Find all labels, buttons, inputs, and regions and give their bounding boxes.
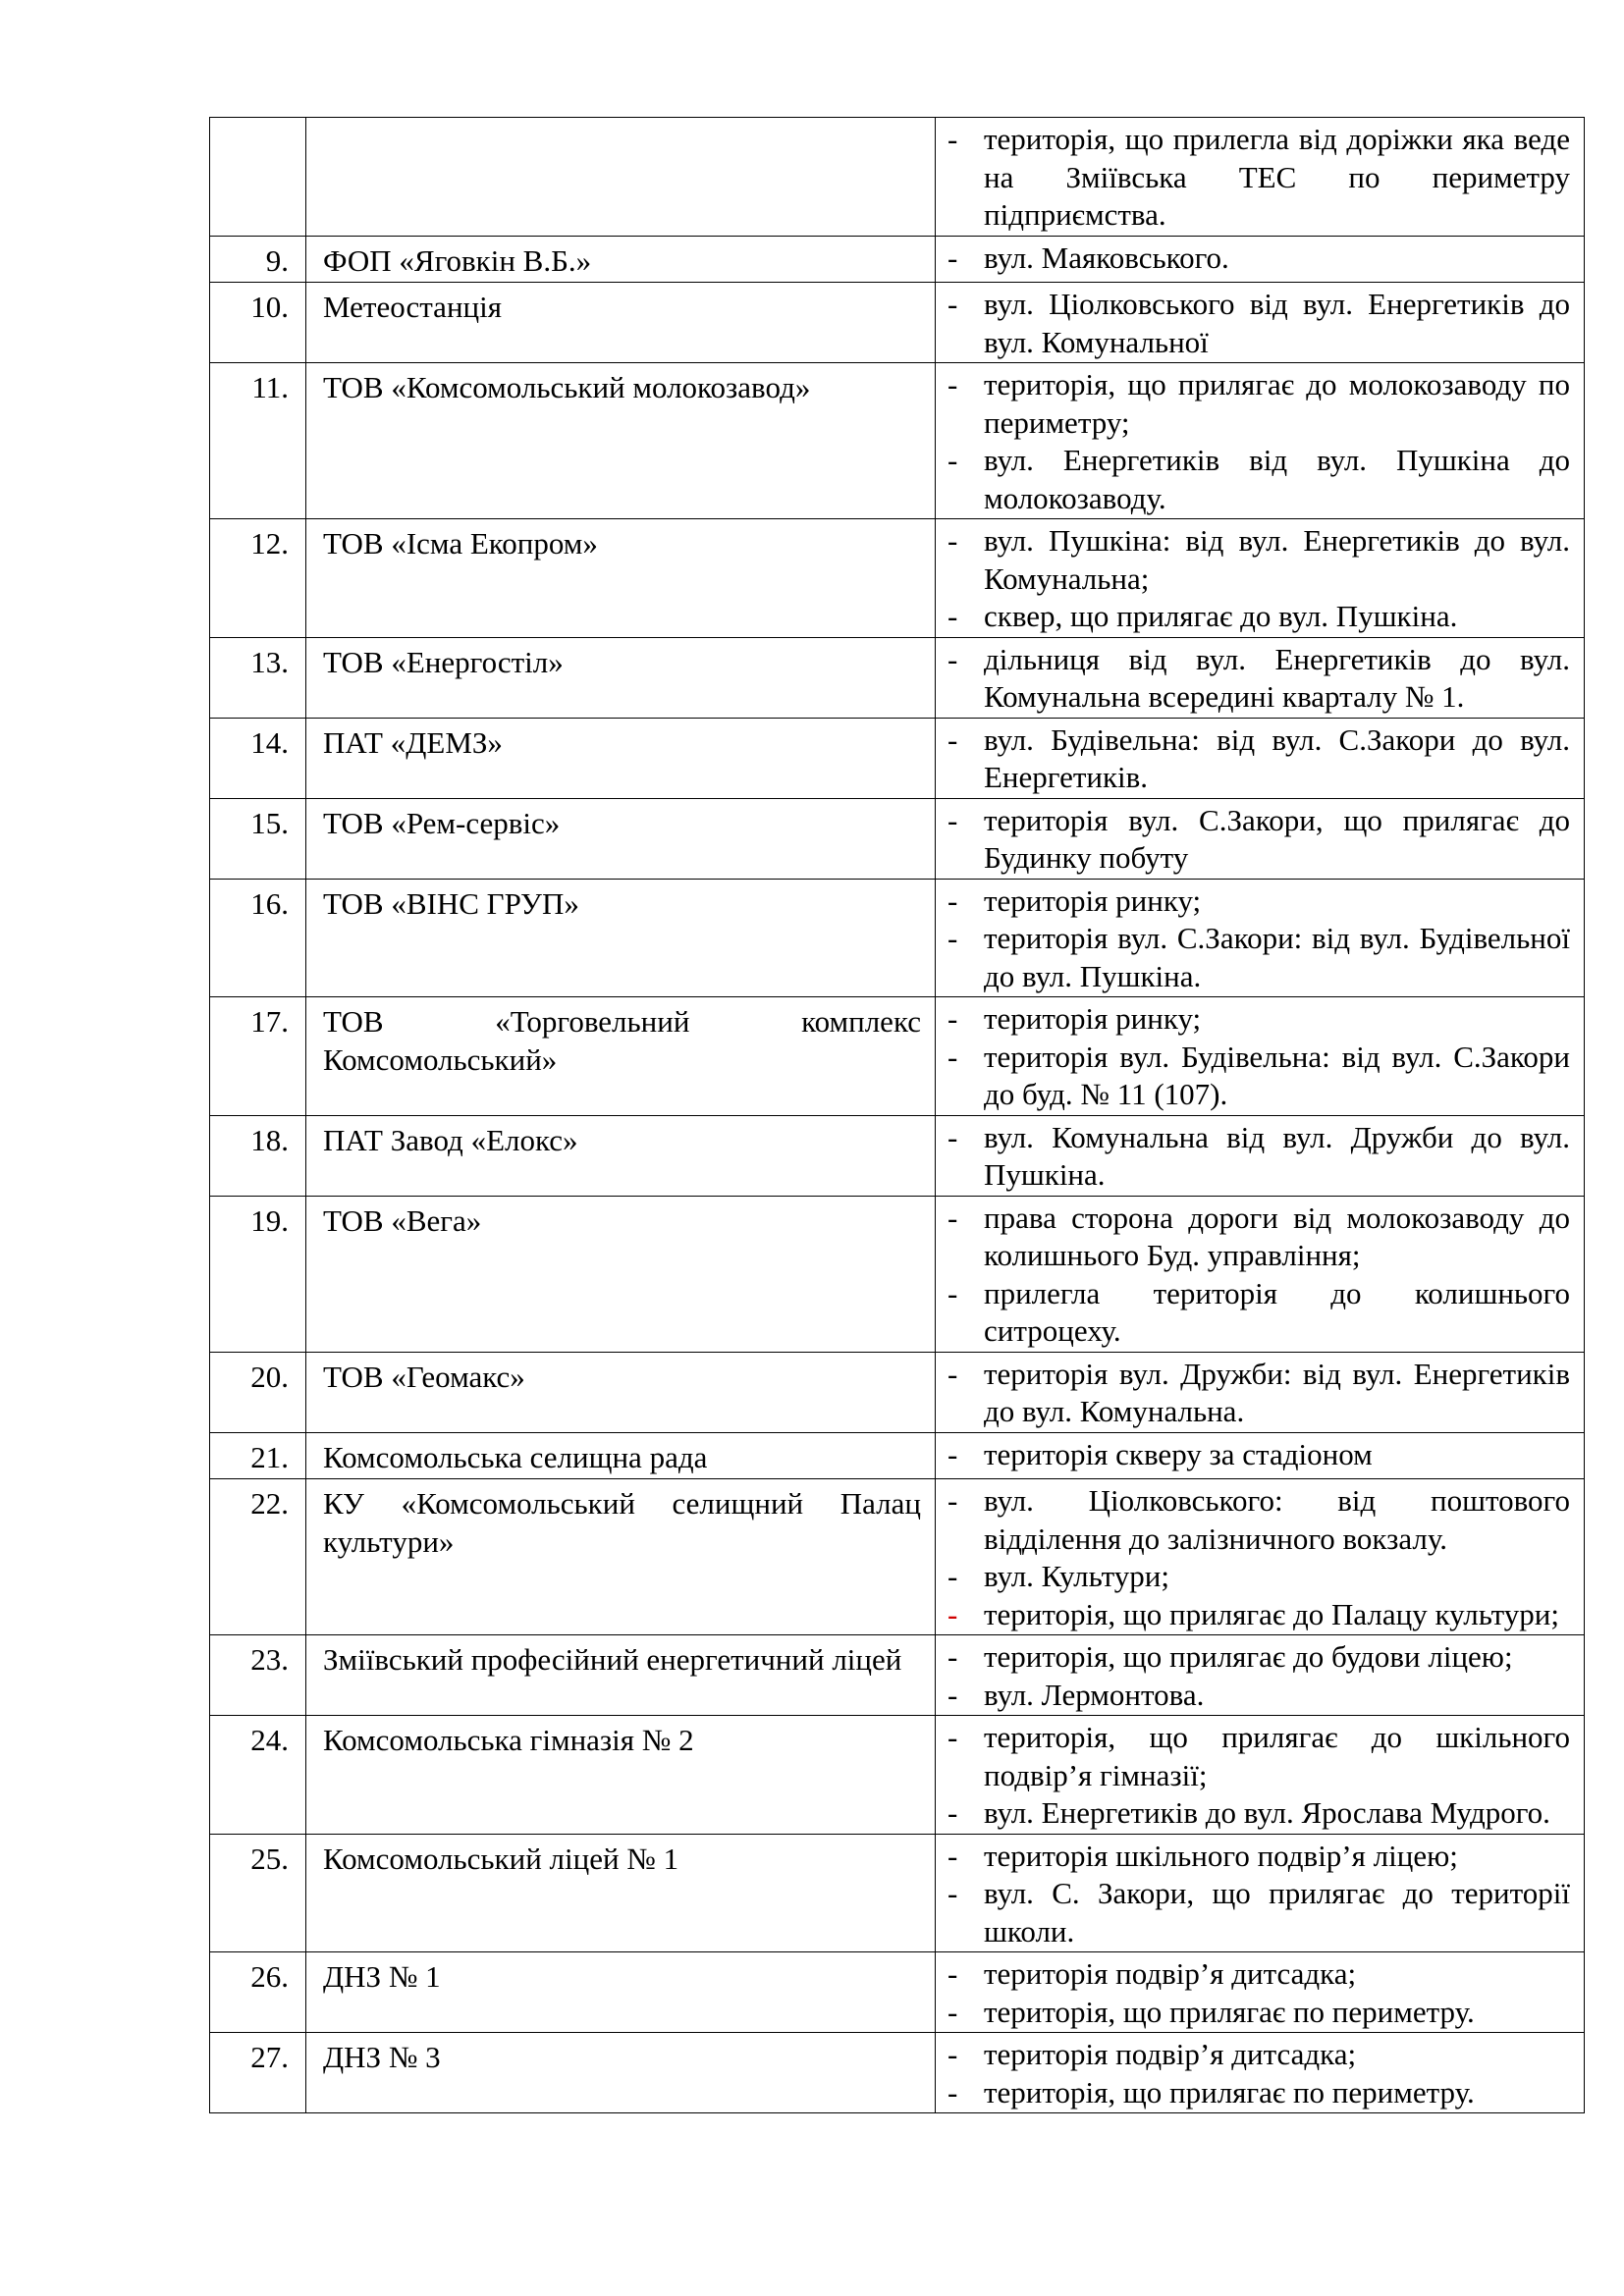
area-text: територія шкільного подвір’я ліцею; <box>984 1838 1458 1873</box>
assigned-area-cell <box>936 1479 1585 1635</box>
area-text: прилегла територія до колишнього ситроцеху. <box>984 1275 1570 1348</box>
assigned-area-cell <box>936 798 1585 879</box>
area-list-item <box>947 2074 1570 2112</box>
dash-bullet: - <box>947 1677 958 1712</box>
area-list <box>947 1716 1570 1834</box>
area-list <box>947 1197 1570 1352</box>
area-list <box>947 118 1570 236</box>
row-number: 9. <box>210 236 306 283</box>
assigned-area-cell <box>936 236 1585 283</box>
area-list <box>947 1353 1570 1432</box>
area-list-item <box>947 1677 1570 1715</box>
row-number: 27. <box>210 2033 306 2113</box>
organization-name: ПАТ «ДЕМЗ» <box>323 724 503 760</box>
area-list-item <box>947 882 1570 921</box>
area-text: територія, що прилягає до будови ліцею; <box>984 1639 1513 1674</box>
assigned-area-cell <box>936 118 1585 237</box>
area-text: територія вул. С.Закори: від вул. Будівельної до вул. Пушкіна. <box>984 921 1570 993</box>
area-text: територія, що прилягає по периметру. <box>984 2074 1475 2109</box>
area-list <box>947 1116 1570 1196</box>
area-list-item <box>947 598 1570 636</box>
area-list-item <box>947 240 1570 278</box>
row-number <box>210 118 306 237</box>
assigned-area-cell <box>936 1716 1585 1835</box>
area-list-item <box>947 1794 1570 1833</box>
area-list-item <box>947 121 1570 235</box>
table-row <box>210 1115 1585 1196</box>
table-row <box>210 879 1585 997</box>
table-row <box>210 2033 1585 2113</box>
area-text: вул. Комунальна від вул. Дружби до вул. Пушкіна. <box>984 1119 1570 1192</box>
organization-name: ТОВ «Геомакс» <box>323 1359 525 1394</box>
table-row <box>210 1352 1585 1432</box>
organization-name: ТОВ «Ісма Екопром» <box>323 526 598 561</box>
assigned-area-cell <box>936 1432 1585 1479</box>
dash-bullet: - <box>947 882 958 918</box>
row-number: 21. <box>210 1432 306 1479</box>
organization-cell <box>306 879 936 997</box>
area-list-item <box>947 1275 1570 1351</box>
dash-bullet: - <box>947 2074 958 2109</box>
table-row <box>210 1834 1585 1952</box>
table-row <box>210 1432 1585 1479</box>
assigned-area-cell <box>936 1834 1585 1952</box>
area-list <box>947 638 1570 718</box>
row-number: 23. <box>210 1635 306 1716</box>
row-number: 11. <box>210 363 306 519</box>
dash-bullet: - <box>947 1876 958 1910</box>
row-number: 25. <box>210 1834 306 1952</box>
organization-name: ТОВ «Торговельний комплекс Комсомольський» <box>323 1004 921 1077</box>
organization-name: Метеостанція <box>323 290 502 324</box>
area-list-item <box>947 1482 1570 1558</box>
table-row <box>210 1952 1585 2033</box>
area-text: права сторона дороги від молокозаводу до колишнього Буд. управління; <box>984 1200 1570 1272</box>
organization-name: ФОП «Яговкін В.Б.» <box>323 242 592 278</box>
dash-bullet: - <box>947 1795 958 1830</box>
area-list-item <box>947 721 1570 797</box>
row-number: 24. <box>210 1716 306 1835</box>
table-row <box>210 519 1585 638</box>
area-list <box>947 2033 1570 2112</box>
dash-bullet: - <box>947 641 958 676</box>
area-list <box>947 799 1570 879</box>
dash-bullet: - <box>947 1436 958 1471</box>
assigned-area-cell <box>936 1196 1585 1352</box>
table-row <box>210 718 1585 798</box>
dash-bullet: - <box>947 1001 958 1036</box>
area-list <box>947 1433 1570 1475</box>
table-row <box>210 1479 1585 1635</box>
dash-bullet: - <box>947 367 958 401</box>
table-row <box>210 1716 1585 1835</box>
organization-name: ДНЗ № 1 <box>323 1959 441 1994</box>
organization-cell <box>306 2033 936 2113</box>
organization-name: ДНЗ № 3 <box>323 2040 441 2074</box>
organization-name: ТОВ «ВІНС ГРУП» <box>323 885 579 921</box>
assigned-area-cell <box>936 363 1585 519</box>
area-text: вул. Ціолковського від вул. Енергетиків до вул. Комунальної <box>984 287 1570 359</box>
dash-bullet: - <box>947 443 958 477</box>
area-list-item <box>947 1719 1570 1794</box>
area-list <box>947 1835 1570 1952</box>
area-list-item <box>947 286 1570 361</box>
table-row <box>210 798 1585 879</box>
area-list-item <box>947 1436 1570 1474</box>
organization-name: ТОВ «Енергостіл» <box>323 644 564 679</box>
row-number: 18. <box>210 1115 306 1196</box>
table-row <box>210 118 1585 237</box>
row-number: 12. <box>210 519 306 638</box>
organization-name: Комсомольська гімназія № 2 <box>323 1723 694 1757</box>
area-list <box>947 719 1570 798</box>
organization-cell <box>306 519 936 638</box>
area-text: територія, що прилегла від доріжки яка веде на Зміївська ТЕС по периметру підприємства. <box>984 122 1570 232</box>
dash-bullet: - <box>947 240 958 275</box>
row-number: 14. <box>210 718 306 798</box>
area-text: територія ринку; <box>984 882 1202 918</box>
dash-bullet: - <box>947 1596 958 1631</box>
area-list-item <box>947 802 1570 878</box>
dash-bullet: - <box>947 1639 958 1674</box>
area-text: вул. Маяковського. <box>984 240 1229 275</box>
assigned-area-cell <box>936 2033 1585 2113</box>
area-list <box>947 880 1570 997</box>
dash-bullet: - <box>947 599 958 633</box>
area-text: вул. Культури; <box>984 1559 1169 1593</box>
area-text: територія вул. С.Закори, що прилягає до Будинку побуту <box>984 802 1570 875</box>
area-list <box>947 237 1570 279</box>
organization-cell <box>306 363 936 519</box>
assigned-area-cell <box>936 519 1585 638</box>
assigned-area-cell <box>936 718 1585 798</box>
dash-bullet: - <box>947 1483 958 1518</box>
dash-bullet: - <box>947 1838 958 1873</box>
row-number: 16. <box>210 879 306 997</box>
dash-bullet: - <box>947 921 958 955</box>
area-list-item <box>947 442 1570 517</box>
area-list-item <box>947 1119 1570 1195</box>
organization-name: КУ «Комсомольський селищний Палац культури» <box>323 1486 921 1559</box>
dash-bullet: - <box>947 2037 958 2071</box>
table-row <box>210 363 1585 519</box>
area-list <box>947 1479 1570 1634</box>
assigned-area-cell <box>936 997 1585 1116</box>
table-body <box>210 118 1585 2113</box>
area-list-item <box>947 920 1570 995</box>
dash-bullet: - <box>947 802 958 837</box>
dash-bullet: - <box>947 1356 958 1391</box>
organization-cell <box>306 1834 936 1952</box>
row-number: 19. <box>210 1196 306 1352</box>
assigned-area-cell <box>936 1352 1585 1432</box>
area-list-item <box>947 1558 1570 1596</box>
organization-cell <box>306 118 936 237</box>
area-list <box>947 283 1570 362</box>
organization-cell <box>306 1716 936 1835</box>
organization-cell <box>306 1479 936 1635</box>
area-text: територія, що прилягає до Палацу культури; <box>984 1596 1560 1631</box>
dash-bullet: - <box>947 122 958 156</box>
dash-bullet: - <box>947 523 958 558</box>
area-list-item <box>947 1838 1570 1876</box>
area-list-item <box>947 366 1570 442</box>
area-text: територія вул. Будівельна: від вул. С.Закори до буд. № 11 (107). <box>984 1039 1570 1111</box>
dash-bullet: - <box>947 287 958 321</box>
organization-cell <box>306 283 936 363</box>
row-number: 17. <box>210 997 306 1116</box>
dash-bullet: - <box>947 1119 958 1154</box>
organization-name: ТОВ «Вега» <box>323 1202 482 1238</box>
table-row <box>210 236 1585 283</box>
area-text: вул. Енергетиків від вул. Пушкіна до молокозаводу. <box>984 443 1570 515</box>
area-list-item <box>947 1039 1570 1114</box>
area-list-item <box>947 522 1570 598</box>
dash-bullet: - <box>947 1200 958 1235</box>
assigned-area-cell <box>936 637 1585 718</box>
dash-bullet: - <box>947 721 958 757</box>
area-text: вул. Будівельна: від вул. С.Закори до вул. Енергетиків. <box>984 721 1570 794</box>
area-list-item <box>947 1994 1570 2032</box>
dash-bullet: - <box>947 1039 958 1074</box>
area-text: вул. Ціолковського: від поштового відділення до залізничного вокзалу. <box>984 1483 1570 1556</box>
area-list-item <box>947 1875 1570 1950</box>
area-text: територія, що прилягає до молокозаводу по периметру; <box>984 367 1570 440</box>
assigned-area-cell <box>936 1635 1585 1716</box>
area-list <box>947 1952 1570 2032</box>
dash-bullet: - <box>947 1559 958 1593</box>
assigned-area-cell <box>936 1115 1585 1196</box>
area-list-item <box>947 1955 1570 1994</box>
area-list <box>947 519 1570 637</box>
area-list-item <box>947 2036 1570 2074</box>
area-text: територія подвір’я дитсадка; <box>984 1956 1357 1991</box>
area-list-item <box>947 1200 1570 1275</box>
area-text: територія скверу за стадіоном <box>984 1436 1373 1471</box>
table-row <box>210 1635 1585 1716</box>
area-text: вул. Енергетиків до вул. Ярослава Мудрого. <box>984 1795 1550 1830</box>
table-row <box>210 1196 1585 1352</box>
area-list-item <box>947 1596 1570 1634</box>
dash-bullet: - <box>947 1275 958 1310</box>
organization-cell <box>306 1115 936 1196</box>
table-row <box>210 637 1585 718</box>
area-list-item <box>947 1000 1570 1039</box>
dash-bullet: - <box>947 1994 958 2029</box>
area-list <box>947 1635 1570 1715</box>
area-text: вул. С. Закори, що прилягає до території школи. <box>984 1876 1570 1949</box>
area-text: територія, що прилягає по периметру. <box>984 1994 1475 2029</box>
area-text: вул. Пушкіна: від вул. Енергетиків до вул. Комунальна; <box>984 523 1570 596</box>
assigned-area-cell <box>936 283 1585 363</box>
row-number: 13. <box>210 637 306 718</box>
area-list-item <box>947 641 1570 717</box>
assigned-area-cell <box>936 1952 1585 2033</box>
organization-name: Комсомольський ліцей № 1 <box>323 1841 679 1876</box>
area-text: територія вул. Дружби: від вул. Енергетиків до вул. Комунальна. <box>984 1356 1570 1428</box>
area-list-item <box>947 1638 1570 1677</box>
row-number: 15. <box>210 798 306 879</box>
organization-cell <box>306 236 936 283</box>
area-text: сквер, що прилягає до вул. Пушкіна. <box>984 599 1458 633</box>
organization-name: ТОВ «Рем-сервіс» <box>323 805 561 840</box>
organization-cell <box>306 1952 936 2033</box>
organization-cell <box>306 1635 936 1716</box>
organization-name: ТОВ «Комсомольський молокозавод» <box>323 370 811 404</box>
area-text: територія, що прилягає до шкільного подвір’я гімназії; <box>984 1720 1570 1792</box>
organization-cell <box>306 997 936 1116</box>
area-list <box>947 363 1570 518</box>
dash-bullet: - <box>947 1956 958 1991</box>
table-row <box>210 997 1585 1116</box>
row-number: 10. <box>210 283 306 363</box>
row-number: 20. <box>210 1352 306 1432</box>
organization-name: Комсомольська селищна рада <box>323 1439 708 1474</box>
organization-cell <box>306 1196 936 1352</box>
row-number: 22. <box>210 1479 306 1635</box>
organization-cell <box>306 718 936 798</box>
table-row <box>210 283 1585 363</box>
area-text: територія ринку; <box>984 1001 1202 1036</box>
responsibility-table <box>209 117 1585 2113</box>
organization-cell <box>306 1432 936 1479</box>
organization-name: Зміївський професійний енергетичний ліцей <box>323 1642 902 1677</box>
area-list-item <box>947 1356 1570 1431</box>
area-text: дільниця від вул. Енергетиків до вул. Комунальна всередині кварталу № 1. <box>984 641 1570 714</box>
organization-cell <box>306 798 936 879</box>
organization-name: ПАТ Завод «Елокс» <box>323 1122 578 1157</box>
area-list <box>947 997 1570 1115</box>
organization-cell <box>306 637 936 718</box>
area-text: вул. Лермонтова. <box>984 1677 1205 1712</box>
row-number: 26. <box>210 1952 306 2033</box>
organization-cell <box>306 1352 936 1432</box>
assigned-area-cell <box>936 879 1585 997</box>
dash-bullet: - <box>947 1720 958 1754</box>
area-text: територія подвір’я дитсадка; <box>984 2037 1357 2071</box>
